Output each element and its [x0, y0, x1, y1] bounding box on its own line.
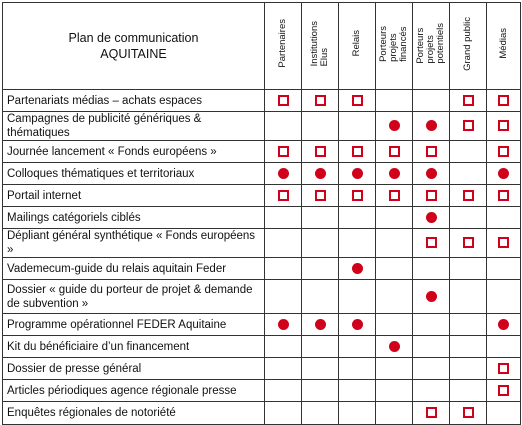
- square-marker-icon: [278, 146, 289, 157]
- square-marker-icon: [278, 190, 289, 201]
- table-cell: [450, 163, 487, 185]
- table-cell: [487, 314, 521, 336]
- dot-marker-icon: [498, 319, 509, 330]
- table-cell: [302, 112, 339, 141]
- title-line-1: Plan de communication: [68, 31, 199, 45]
- table-cell: [413, 207, 450, 229]
- title-line-2: AQUITAINE: [100, 47, 167, 61]
- row-label: Dossier de presse général: [3, 358, 265, 380]
- row-label: Dossier « guide du porteur de projet & demande de subvention »: [3, 280, 265, 314]
- table-cell: [487, 141, 521, 163]
- square-marker-icon: [498, 95, 509, 106]
- column-header-partenaires: [265, 3, 302, 90]
- table-cell: [265, 358, 302, 380]
- table-cell: [265, 336, 302, 358]
- table-cell: [339, 207, 376, 229]
- dot-marker-icon: [315, 319, 326, 330]
- square-marker-icon: [315, 190, 326, 201]
- square-marker-icon: [498, 120, 509, 131]
- table-cell: [487, 207, 521, 229]
- table-cell: [302, 402, 339, 425]
- table-cell: [302, 90, 339, 112]
- square-marker-icon: [426, 237, 437, 248]
- table-cell: [302, 163, 339, 185]
- table-cell: [413, 229, 450, 258]
- column-label: Grand public: [462, 16, 473, 71]
- table-row: [3, 280, 521, 314]
- table-cell: [339, 280, 376, 314]
- table-cell: [302, 258, 339, 280]
- table-cell: [339, 229, 376, 258]
- table-row: [3, 358, 521, 380]
- column-header-porteurs-finances: [376, 3, 413, 90]
- square-marker-icon: [352, 190, 363, 201]
- table-row: [3, 90, 521, 112]
- row-label: Journée lancement « Fonds européens »: [3, 141, 265, 163]
- table-cell: [376, 258, 413, 280]
- column-header-medias: [487, 3, 521, 90]
- table-cell: [450, 141, 487, 163]
- table-cell: [302, 229, 339, 258]
- table-cell: [265, 258, 302, 280]
- table-cell: [265, 141, 302, 163]
- row-label: Kit du bénéficiaire d’un financement: [3, 336, 265, 358]
- table-cell: [302, 207, 339, 229]
- table-cell: [450, 258, 487, 280]
- square-marker-icon: [498, 190, 509, 201]
- square-marker-icon: [498, 363, 509, 374]
- table-cell: [339, 112, 376, 141]
- column-label: Porteurs projets potentiels: [415, 23, 446, 64]
- table-cell: [339, 314, 376, 336]
- table-cell: [376, 207, 413, 229]
- table-cell: [450, 229, 487, 258]
- table-cell: [413, 258, 450, 280]
- table-cell: [413, 314, 450, 336]
- column-label: Partenaires: [277, 19, 288, 68]
- table-cell: [339, 90, 376, 112]
- row-label: Portail internet: [3, 185, 265, 207]
- table-cell: [265, 90, 302, 112]
- table-cell: [413, 358, 450, 380]
- table-row: [3, 141, 521, 163]
- table-cell: [487, 229, 521, 258]
- table-cell: [265, 402, 302, 425]
- column-label: Porteurs projets financés: [378, 25, 409, 62]
- column-header-grand-public: [450, 3, 487, 90]
- table-cell: [265, 163, 302, 185]
- row-label: Partenariats médias – achats espaces: [3, 90, 265, 112]
- table-cell: [302, 358, 339, 380]
- row-label: Dépliant général synthétique « Fonds européens »: [3, 229, 265, 258]
- row-label: Enquêtes régionales de notoriété: [3, 402, 265, 425]
- dot-marker-icon: [426, 168, 437, 179]
- column-label: Relais: [351, 30, 362, 57]
- table-cell: [376, 141, 413, 163]
- square-marker-icon: [389, 146, 400, 157]
- table-title: [3, 3, 265, 90]
- row-label: Programme opérationnel FEDER Aquitaine: [3, 314, 265, 336]
- table-cell: [413, 336, 450, 358]
- table-cell: [413, 163, 450, 185]
- square-marker-icon: [498, 146, 509, 157]
- table-cell: [450, 402, 487, 425]
- column-label: Institutions Elus: [309, 20, 330, 67]
- dot-marker-icon: [278, 168, 289, 179]
- square-marker-icon: [463, 237, 474, 248]
- table-cell: [487, 380, 521, 402]
- square-marker-icon: [463, 95, 474, 106]
- table-cell: [265, 229, 302, 258]
- table-cell: [265, 280, 302, 314]
- table-cell: [265, 185, 302, 207]
- table-cell: [413, 90, 450, 112]
- square-marker-icon: [315, 95, 326, 106]
- square-marker-icon: [426, 146, 437, 157]
- table-cell: [413, 112, 450, 141]
- table-cell: [487, 402, 521, 425]
- table-body: [3, 90, 521, 425]
- table-cell: [487, 358, 521, 380]
- communication-plan-table: [2, 2, 521, 425]
- dot-marker-icon: [426, 212, 437, 223]
- table-cell: [413, 402, 450, 425]
- table-cell: [450, 90, 487, 112]
- table-row: [3, 185, 521, 207]
- table-cell: [450, 207, 487, 229]
- table-cell: [265, 380, 302, 402]
- table-cell: [376, 402, 413, 425]
- row-label: Articles périodiques agence régionale presse: [3, 380, 265, 402]
- table-cell: [302, 336, 339, 358]
- table-cell: [487, 336, 521, 358]
- table-cell: [376, 90, 413, 112]
- column-header-porteurs-potentiels: [413, 3, 450, 90]
- table-cell: [302, 280, 339, 314]
- table-cell: [487, 112, 521, 141]
- table-cell: [376, 336, 413, 358]
- square-marker-icon: [463, 120, 474, 131]
- table-cell: [302, 185, 339, 207]
- table-cell: [265, 112, 302, 141]
- column-label: Médias: [497, 28, 509, 59]
- table-row: [3, 207, 521, 229]
- header-row: [3, 3, 521, 90]
- table-cell: [413, 141, 450, 163]
- table-cell: [302, 141, 339, 163]
- dot-marker-icon: [426, 291, 437, 302]
- square-marker-icon: [352, 95, 363, 106]
- table-cell: [302, 380, 339, 402]
- table-cell: [450, 314, 487, 336]
- table-cell: [413, 185, 450, 207]
- table-cell: [339, 258, 376, 280]
- square-marker-icon: [389, 190, 400, 201]
- table-cell: [376, 112, 413, 141]
- row-label: Campagnes de publicité génériques & thématiques: [3, 112, 265, 141]
- table-cell: [376, 185, 413, 207]
- table-row: [3, 112, 521, 141]
- dot-marker-icon: [352, 168, 363, 179]
- table-cell: [339, 185, 376, 207]
- square-marker-icon: [463, 190, 474, 201]
- table-cell: [450, 280, 487, 314]
- table-cell: [487, 163, 521, 185]
- table-cell: [413, 380, 450, 402]
- dot-marker-icon: [426, 120, 437, 131]
- table-cell: [450, 358, 487, 380]
- table-cell: [265, 314, 302, 336]
- row-label: Mailings catégoriels ciblés: [3, 207, 265, 229]
- table-cell: [376, 314, 413, 336]
- table-cell: [413, 280, 450, 314]
- dot-marker-icon: [352, 319, 363, 330]
- table-row: [3, 229, 521, 258]
- table-row: [3, 314, 521, 336]
- table-cell: [376, 358, 413, 380]
- square-marker-icon: [278, 95, 289, 106]
- table-cell: [339, 358, 376, 380]
- square-marker-icon: [315, 146, 326, 157]
- table-cell: [376, 380, 413, 402]
- table-cell: [487, 280, 521, 314]
- table-cell: [376, 229, 413, 258]
- table-cell: [487, 90, 521, 112]
- table-row: [3, 258, 521, 280]
- dot-marker-icon: [278, 319, 289, 330]
- table-row: [3, 163, 521, 185]
- dot-marker-icon: [389, 120, 400, 131]
- square-marker-icon: [426, 190, 437, 201]
- table-cell: [487, 185, 521, 207]
- table-cell: [450, 336, 487, 358]
- row-label: Vademecum-guide du relais aquitain Feder: [3, 258, 265, 280]
- table-cell: [265, 207, 302, 229]
- table-cell: [302, 314, 339, 336]
- table-cell: [450, 112, 487, 141]
- table-cell: [487, 258, 521, 280]
- table-row: [3, 402, 521, 425]
- table-cell: [450, 185, 487, 207]
- dot-marker-icon: [389, 168, 400, 179]
- table-cell: [339, 402, 376, 425]
- square-marker-icon: [352, 146, 363, 157]
- table-cell: [339, 336, 376, 358]
- dot-marker-icon: [352, 263, 363, 274]
- square-marker-icon: [498, 385, 509, 396]
- table-cell: [339, 380, 376, 402]
- table-cell: [376, 280, 413, 314]
- table-row: [3, 380, 521, 402]
- row-label: Colloques thématiques et territoriaux: [3, 163, 265, 185]
- table-cell: [339, 141, 376, 163]
- square-marker-icon: [498, 237, 509, 248]
- table-cell: [450, 380, 487, 402]
- column-header-relais: [339, 3, 376, 90]
- dot-marker-icon: [315, 168, 326, 179]
- dot-marker-icon: [498, 168, 509, 179]
- table-cell: [339, 163, 376, 185]
- dot-marker-icon: [389, 341, 400, 352]
- table-row: [3, 336, 521, 358]
- column-header-institutions-elus: [302, 3, 339, 90]
- table-cell: [376, 163, 413, 185]
